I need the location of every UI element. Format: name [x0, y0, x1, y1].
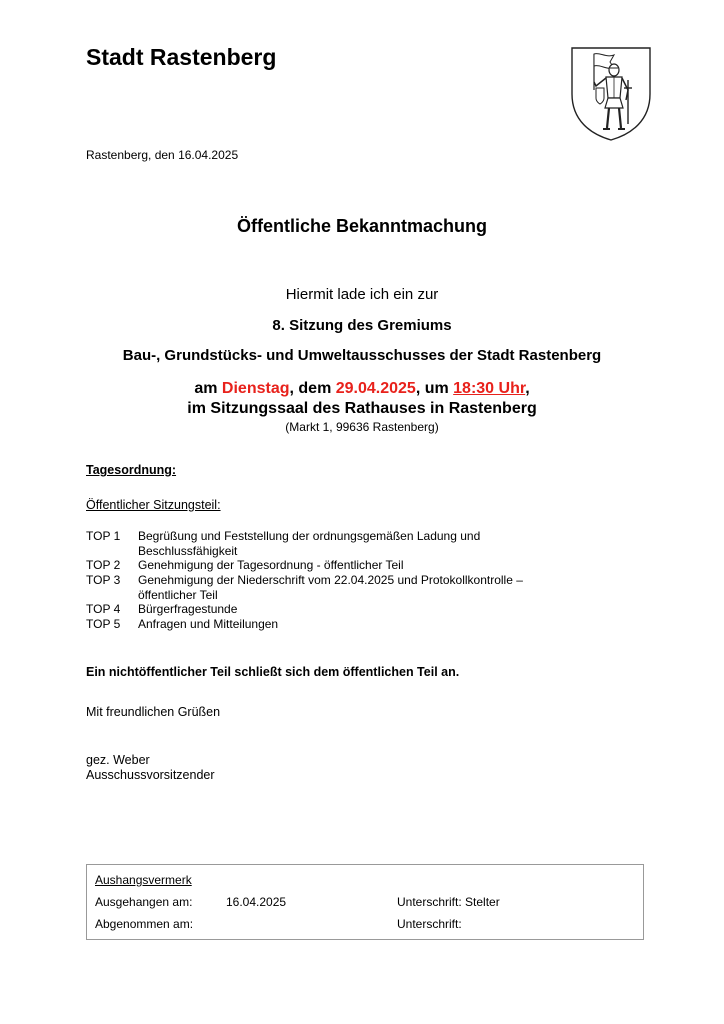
when-mid2: , um [415, 380, 454, 397]
agenda-item-line: Beschlussfähigkeit [138, 543, 238, 558]
posted-signature: Unterschrift: Stelter [397, 895, 500, 909]
meeting-weekday: Dienstag [221, 380, 290, 397]
posting-title: Aushangsvermerk [95, 873, 192, 887]
public-part-title: Öffentlicher Sitzungsteil: [86, 498, 221, 512]
meeting-location: im Sitzungssaal des Rathauses in Rastenberg [187, 400, 537, 417]
agenda-item [86, 573, 566, 603]
agenda-item-line: öffentlicher Teil [138, 587, 218, 602]
agenda-item-text [138, 573, 558, 602]
removed-signature: Unterschrift: [397, 917, 462, 931]
agenda-item-number: TOP 3 [86, 573, 121, 587]
removed-label: Abgenommen am: [95, 917, 194, 931]
coat-of-arms-icon [570, 46, 652, 142]
agenda-item-line: Begrüßung und Feststellung der ordnungsgemäßen Ladung und [138, 529, 481, 543]
posting-note-box [86, 864, 644, 940]
agenda-item-text: Anfragen und Mitteilungen [138, 617, 279, 631]
agenda-item [86, 617, 566, 632]
when-prefix: am [194, 380, 222, 397]
signature-name: gez. Weber [86, 753, 150, 767]
agenda-item [86, 529, 566, 559]
agenda-item-number: TOP 4 [86, 602, 121, 616]
page-title: Öffentliche Bekanntmachung [236, 216, 488, 236]
invitation-intro: Hiermit lade ich ein zur [285, 286, 439, 303]
agenda-item-line: Genehmigung der Niederschrift vom 22.04.2025 und Protokollkontrolle – [138, 573, 523, 587]
town-title: Stadt Rastenberg [86, 44, 277, 70]
agenda-item-number: TOP 2 [86, 558, 121, 572]
posted-date: 16.04.2025 [226, 895, 287, 909]
agenda-item-text: Bürgerfragestunde [138, 602, 238, 616]
agenda-item [86, 558, 566, 573]
posted-label: Ausgehangen am: [95, 895, 193, 909]
agenda-item-number: TOP 1 [86, 529, 121, 543]
nonpublic-notice: Ein nichtöffentlicher Teil schließt sich dem öffentlichen Teil an. [86, 665, 460, 679]
date-line: Rastenberg, den 16.04.2025 [86, 148, 239, 162]
meeting-address: (Markt 1, 99636 Rastenberg) [285, 420, 439, 434]
agenda-title: Tagesordnung: [86, 463, 177, 477]
committee-name: Bau-, Grundstücks- und Umweltausschusses der Stadt Rastenberg [122, 347, 602, 364]
session-title: 8. Sitzung des Gremiums [272, 317, 452, 334]
meeting-time: 18:30 Uhr [453, 380, 526, 397]
agenda-item-text [138, 529, 558, 558]
signature-role: Ausschussvorsitzender [86, 768, 215, 782]
when-mid1: , dem [289, 380, 336, 397]
meeting-datetime [0, 380, 724, 398]
agenda-item [86, 602, 566, 617]
closing-greeting: Mit freundlichen Grüßen [86, 705, 221, 719]
agenda-item-text: Genehmigung der Tagesordnung - öffentlicher Teil [138, 558, 404, 572]
meeting-date: 29.04.2025 [335, 380, 416, 397]
when-suffix: , [525, 380, 530, 397]
agenda-item-number: TOP 5 [86, 617, 121, 631]
